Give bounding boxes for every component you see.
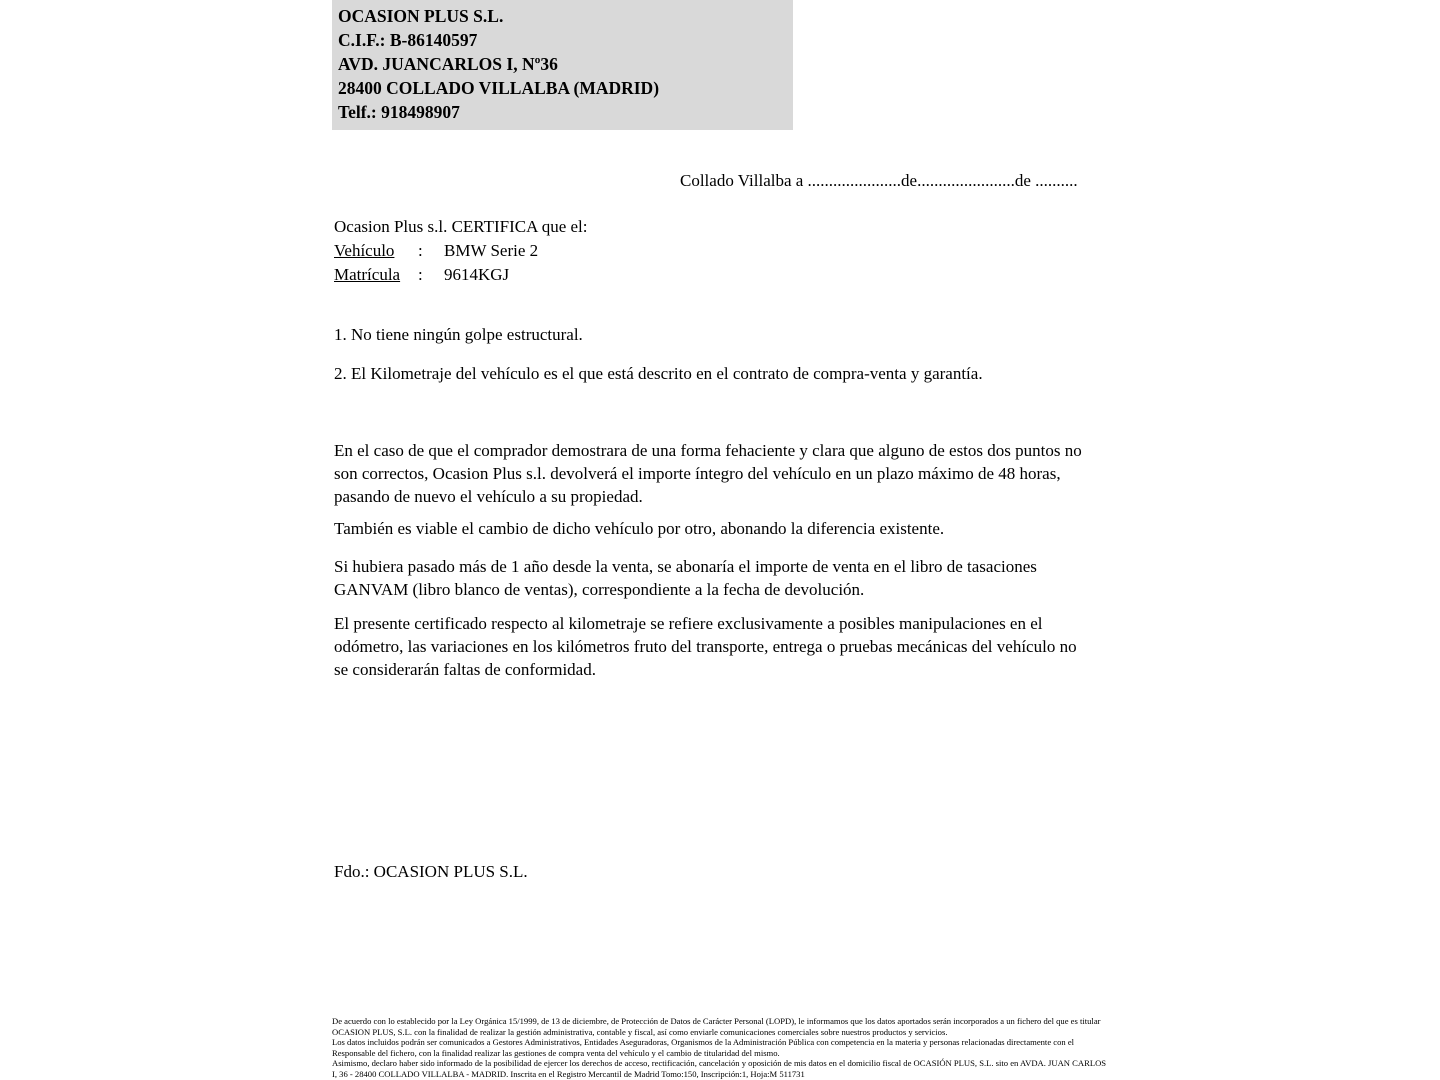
legal-paragraph-2: Los datos incluidos podrán ser comunicados a Gestores Administrativos, Entidades Aseguradoras, Organismos de la Administración Pública con competencia en la materia y personas relacionadas directamente con el Responsable del fichero, con la finalidad realizar las gestiones de compra venta del vehículo y el cambio de titularidad del mismo. — [332, 1037, 1075, 1058]
company-cif: C.I.F.: B-86140597 — [338, 30, 478, 50]
point-item-1: 1. No tiene ningún golpe estructural. — [334, 325, 583, 344]
company-letterhead — [332, 0, 793, 130]
certification-intro: Ocasion Plus s.l. CERTIFICA que el: — [334, 217, 588, 236]
plate-label: Matrícula — [334, 265, 401, 284]
plate-separator: : — [418, 265, 423, 284]
legal-footer — [332, 1016, 1107, 1080]
company-address: AVD. JUANCARLOS I, Nº36 — [338, 54, 558, 74]
signature-line: Fdo.: OCASION PLUS S.L. — [334, 862, 528, 881]
paragraph-refund-terms: En el caso de que el comprador demostrara de una forma fehaciente y clara que alguno de estos dos puntos no son correctos, Ocasion Plus s.l. devolverá el importe íntegro del vehículo en un plazo máximo de 48 horas, pasando de nuevo el vehículo a su propiedad. — [334, 441, 1082, 506]
vehicle-row — [334, 239, 588, 263]
plate-row — [334, 263, 588, 287]
legal-paragraph-1: De acuerdo con lo establecido por la Ley Orgánica 15/1999, de 13 de diciembre, de Protección de Datos de Carácter Personal (LOPD), le informamos que los datos aportados serán incorporados a un fichero del que es titular OCASION PLUS, S.L. con la finalidad de realizar la gestión administrativa, contable y fiscal, así como enviarle comunicaciones comerciales sobre nuestros productos y servicios. — [332, 1016, 1101, 1037]
vehicle-label: Vehículo — [334, 241, 395, 260]
certification-block — [334, 215, 588, 287]
paragraph-odometer-scope: El presente certificado respecto al kilometraje se refiere exclusivamente a posibles manipulaciones en el odómetro, las variaciones en los kilómetros fruto del transporte, entrega o pruebas mecánicas del vehículo no se considerarán faltas de conformidad. — [334, 614, 1077, 679]
paragraph-one-year-clause: Si hubiera pasado más de 1 año desde la venta, se abonaría el importe de venta en el libro de tasaciones GANVAM (libro blanco de ventas), correspondiente a la fecha de devolución. — [334, 557, 1037, 599]
legal-paragraph-3: Asimismo, declaro haber sido informado de la posibilidad de ejercer los derechos de acceso, rectificación, cancelación y oposición de mis datos en el domicilio fiscal de OCASIÓN PLUS, S.L. sito en AVDA. JUAN CARLOS I, 36 - 28400 COLLADO VILLALBA - MADRID. Inscrita en el Registro Mercantil de Madrid Tomo:150, Inscripción:1, Hoja:M 511731 — [332, 1058, 1107, 1079]
paragraph-exchange-option: También es viable el cambio de dicho vehículo por otro, abonando la diferencia existente. — [334, 519, 945, 538]
vehicle-value: BMW Serie 2 — [444, 241, 539, 260]
company-name: OCASION PLUS S.L. — [338, 6, 504, 26]
date-line: Collado Villalba a ......................de.......................de .......... — [680, 171, 1078, 190]
company-city: 28400 COLLADO VILLALBA (MADRID) — [338, 78, 660, 98]
vehicle-separator: : — [418, 241, 423, 260]
plate-value: 9614KGJ — [444, 265, 510, 284]
company-phone: Telf.: 918498907 — [338, 102, 460, 122]
point-item-2: 2. El Kilometraje del vehículo es el que está descrito en el contrato de compra-venta y garantía. — [334, 364, 983, 383]
